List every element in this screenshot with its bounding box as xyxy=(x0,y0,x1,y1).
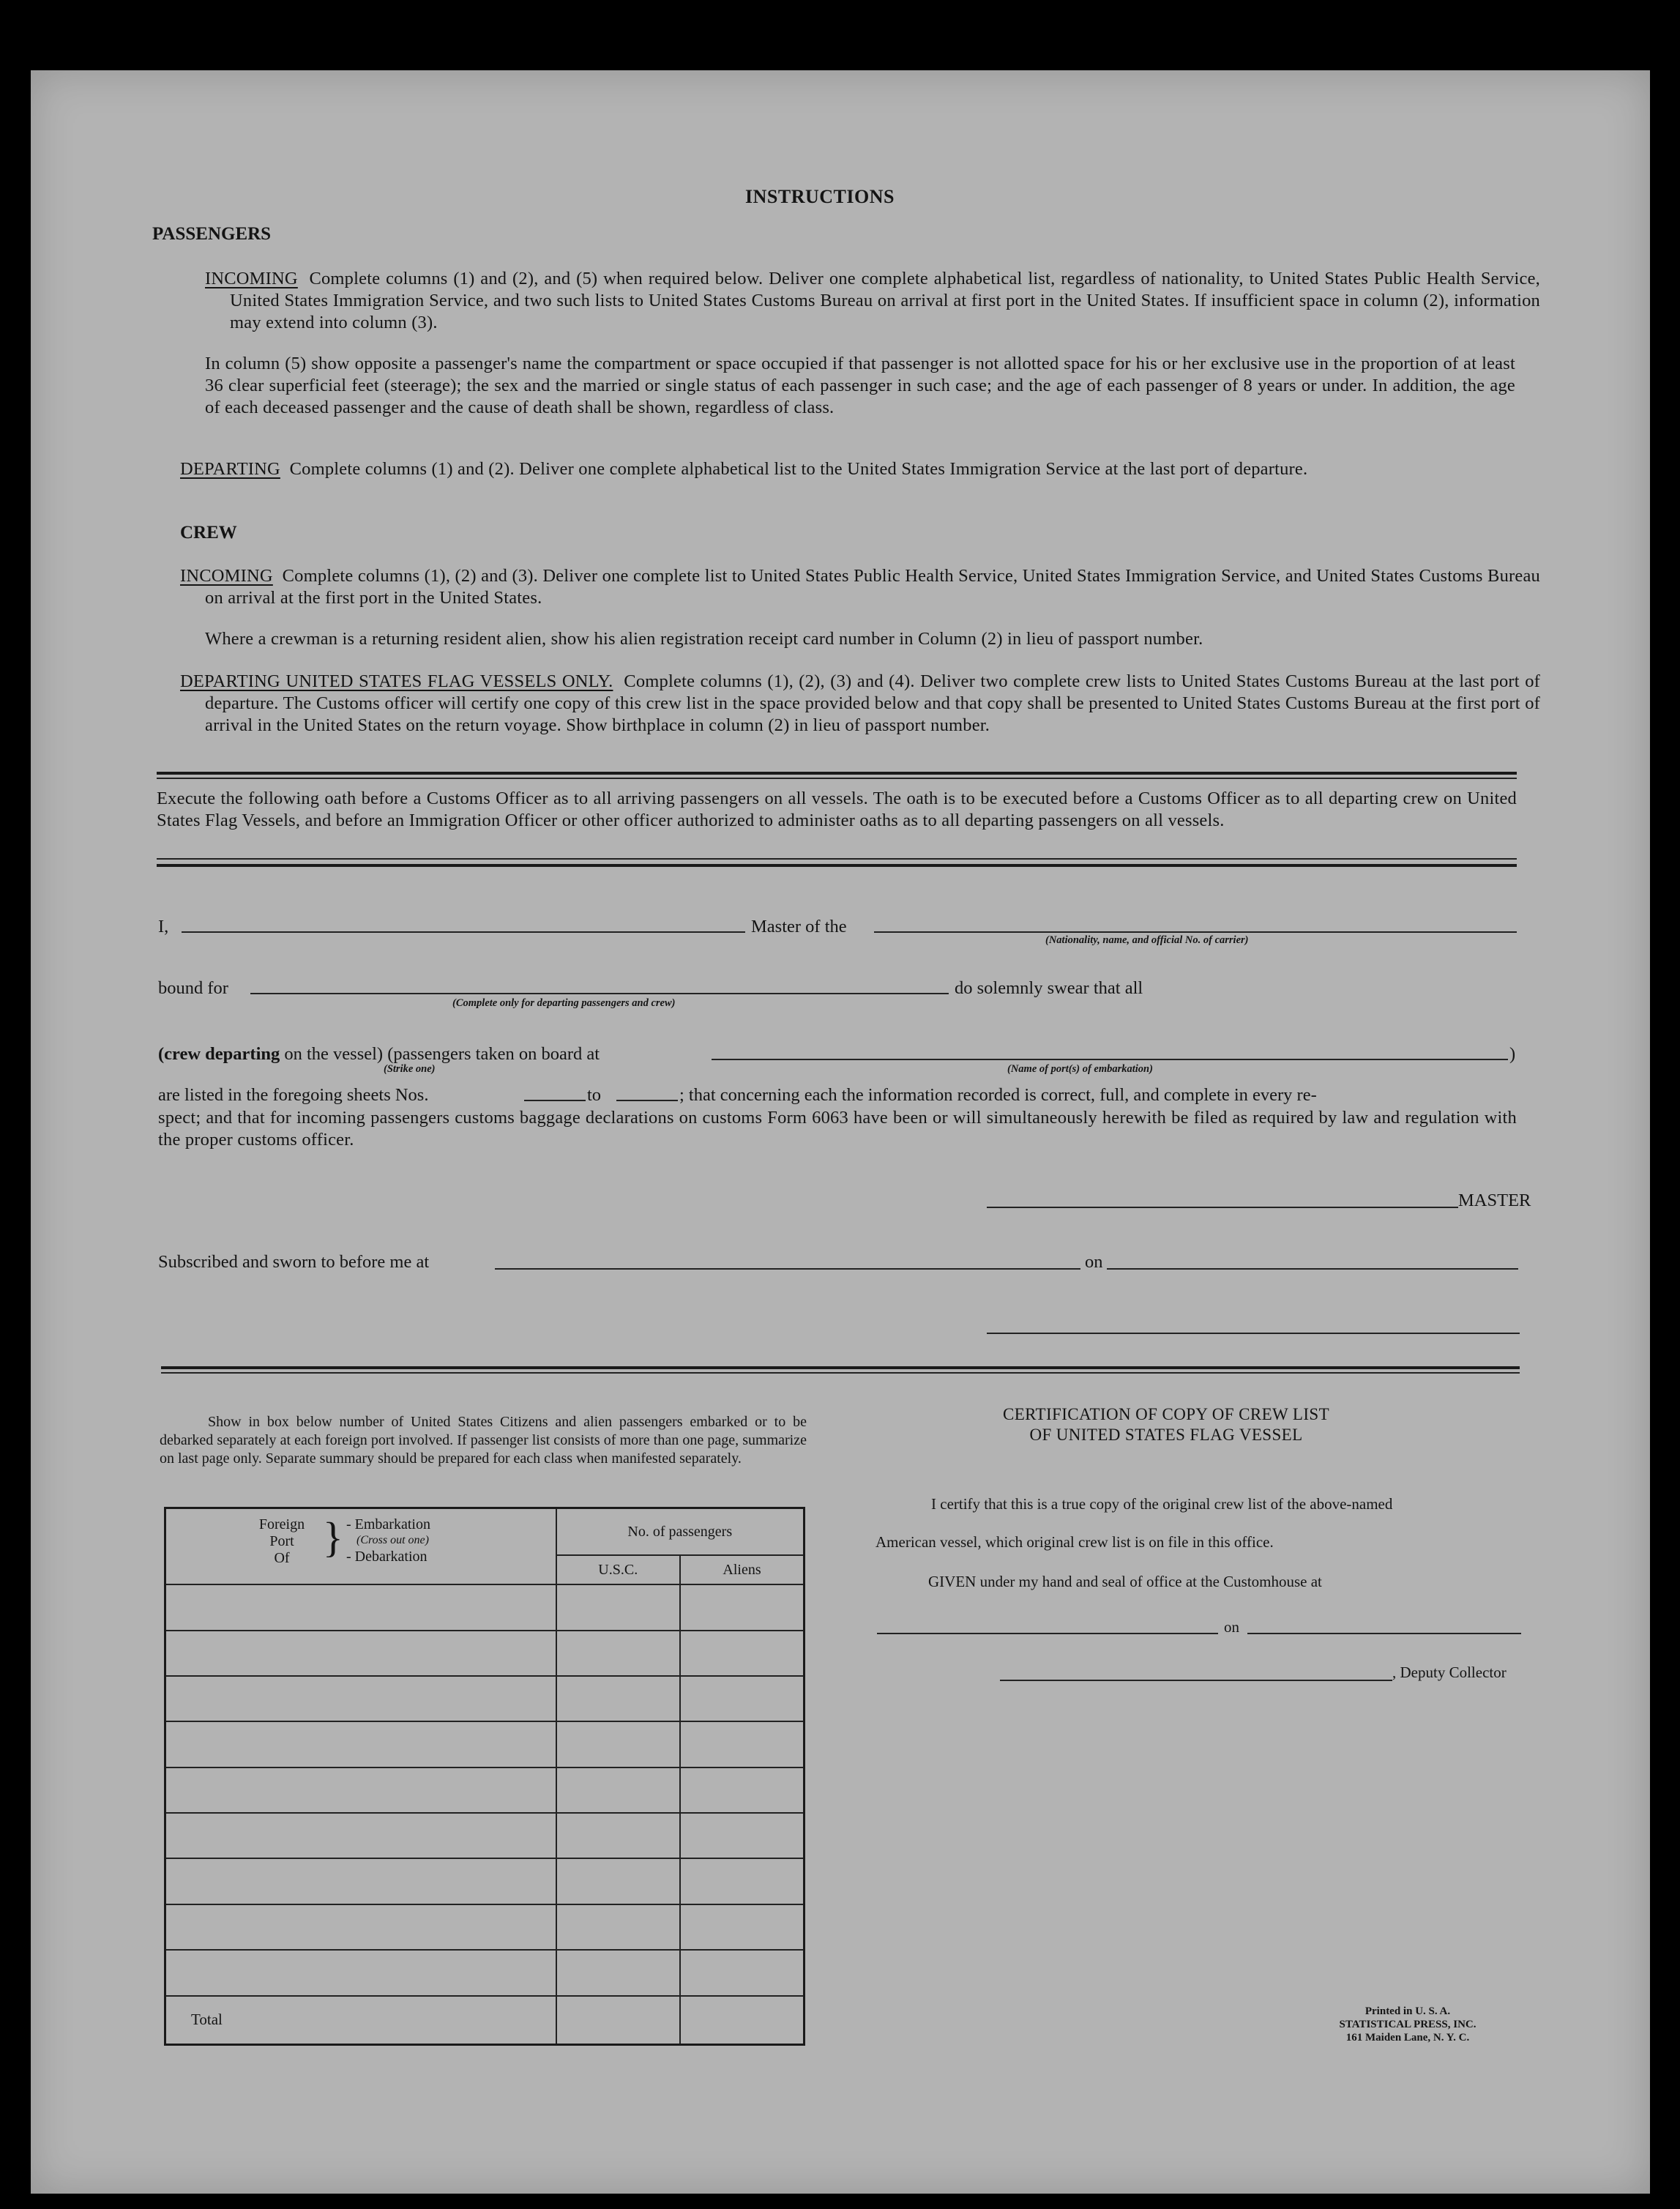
oath-intro: Execute the following oath before a Customs Officer as to all arriving passengers on all vessels. The oath is to be executed before a Customs Officer as to all departing crew on United States Flag Vessels, and before an Immigration Officer or other officer authorized to administer oaths as to all departing passengers on all vessels. xyxy=(157,789,1517,830)
printer-line3: 161 Maiden Lane, N. Y. C. xyxy=(1345,2032,1470,2044)
passengers-heading: PASSENGERS xyxy=(152,224,272,244)
port-cell[interactable] xyxy=(165,1676,556,1721)
crew-departing-paragraph xyxy=(180,671,1540,737)
of-label: Of xyxy=(274,1550,290,1566)
divider xyxy=(157,858,1517,860)
crew-incoming-text: Complete columns (1), (2) and (3). Deliver one complete list to United States Public Health Service, United States Immigration Service, and United States Customs Bureau on arrival at the first port in the United States. xyxy=(205,566,1540,608)
aliens-cell[interactable] xyxy=(680,1767,804,1813)
port-cell[interactable] xyxy=(165,1584,556,1630)
ports-caption: (Name of port(s) of embarkation) xyxy=(1007,1063,1153,1075)
aliens-cell[interactable] xyxy=(680,1813,804,1858)
instructions-title: INSTRUCTIONS xyxy=(745,186,895,207)
crew-heading: CREW xyxy=(180,523,237,543)
divider xyxy=(157,864,1517,867)
total-row xyxy=(165,1996,804,2045)
port-cell[interactable] xyxy=(165,1858,556,1904)
printer-line2: STATISTICAL PRESS, INC. xyxy=(1339,2019,1476,2030)
passengers-departing-label: DEPARTING xyxy=(180,459,280,479)
usc-cell[interactable] xyxy=(556,1767,681,1813)
aliens-cell[interactable] xyxy=(680,1721,804,1767)
sworn-date-field[interactable] xyxy=(1107,1268,1518,1270)
crew-departing-option[interactable]: (crew departing xyxy=(158,1044,280,1064)
total-aliens-cell[interactable] xyxy=(680,1996,804,2045)
table-row xyxy=(165,1813,804,1858)
officer-signature-field[interactable] xyxy=(987,1333,1520,1334)
sheets-paragraph: spect; and that for incoming passengers customs baggage declarations on customs Form 6063 have been or will simultaneously herewith be filed as required by law and regulation with the proper customs officer. xyxy=(158,1108,1517,1150)
cross-out-caption: (Cross out one) xyxy=(356,1534,429,1546)
total-usc-cell[interactable] xyxy=(556,1996,681,2045)
debarkation-option[interactable]: - Debarkation xyxy=(346,1549,428,1565)
table-row xyxy=(165,1858,804,1904)
table-row xyxy=(165,1950,804,1995)
summary-note: Show in box below number of United States Citizens and alien passengers embarked or to be debarked separately at each foreign port involved. If passenger list consists of more than one page, summarize on last page only. Separate summary should be prepared for each class when manifested separately. xyxy=(160,1414,807,1467)
table-row xyxy=(165,1767,804,1813)
crew-departing-label: DEPARTING UNITED STATES FLAG VESSELS ONLY. xyxy=(180,671,613,691)
oath-i-label: I, xyxy=(158,917,169,936)
usc-cell[interactable] xyxy=(556,1950,681,1995)
sheets-to-label: to xyxy=(587,1085,602,1105)
crew-passenger-line xyxy=(158,1044,600,1065)
sworn-place-field[interactable] xyxy=(495,1268,1080,1270)
bound-for-field[interactable] xyxy=(250,993,949,994)
aliens-header: Aliens xyxy=(680,1555,804,1584)
column5-paragraph: In column (5) show opposite a passenger's name the compartment or space occupied if that passenger is not allotted space for his or her exclusive use in the proportion of at least 36 clear superficial feet (steerage); the sex and the married or single status of each passenger in such case; and the age of each passenger of 8 years or under. In addition, the age of each deceased passenger and the cause of death shall be shown, regardless of class. xyxy=(205,354,1515,417)
port-label: Port xyxy=(269,1533,294,1549)
crew-incoming-label: INCOMING xyxy=(180,566,273,586)
usc-cell[interactable] xyxy=(556,1631,681,1676)
carrier-caption: (Nationality, name, and official No. of carrier) xyxy=(1045,934,1249,946)
usc-cell[interactable] xyxy=(556,1858,681,1904)
customhouse-field[interactable] xyxy=(877,1633,1218,1634)
port-cell[interactable] xyxy=(165,1767,556,1813)
sheets-label: are listed in the foregoing sheets Nos. xyxy=(158,1085,429,1105)
sworn-on-label: on xyxy=(1085,1252,1103,1272)
port-cell[interactable] xyxy=(165,1904,556,1950)
sheet-to-field[interactable] xyxy=(616,1100,678,1101)
printer-line1: Printed in U. S. A. xyxy=(1364,2005,1451,2017)
passengers-incoming-paragraph xyxy=(205,268,1540,334)
close-paren: ) xyxy=(1509,1044,1516,1064)
passengers-taken-option[interactable]: (passengers taken on board at xyxy=(387,1044,600,1064)
certify-text: I certify that this is a true copy of the original crew list of the above-named xyxy=(931,1495,1393,1513)
brace-icon: } xyxy=(323,1513,343,1561)
master-label: MASTER xyxy=(1458,1191,1531,1210)
port-cell[interactable] xyxy=(165,1721,556,1767)
carrier-field[interactable] xyxy=(874,931,1517,933)
usc-header: U.S.C. xyxy=(556,1555,681,1584)
given-text: GIVEN under my hand and seal of office at the Customhouse at xyxy=(928,1573,1322,1590)
table-row xyxy=(165,1904,804,1950)
master-signature-field[interactable] xyxy=(987,1207,1458,1208)
master-name-field[interactable] xyxy=(182,931,745,933)
certification-date-field[interactable] xyxy=(1247,1633,1521,1634)
divider xyxy=(157,778,1517,779)
american-vessel-text: American vessel, which original crew list is on file in this office. xyxy=(876,1533,1274,1551)
solemnly-swear-text: do solemnly swear that all xyxy=(955,978,1143,998)
aliens-cell[interactable] xyxy=(680,1858,804,1904)
form-sheet xyxy=(31,70,1650,2194)
no-passengers-header: No. of passengers xyxy=(556,1508,804,1556)
certification-title-line2: OF UNITED STATES FLAG VESSEL xyxy=(1029,1426,1303,1444)
sheets-continuation: ; that concerning each the information recorded is correct, full, and complete in every re- xyxy=(679,1085,1317,1105)
certification-title-line1: CERTIFICATION OF COPY OF CREW LIST xyxy=(1002,1405,1330,1423)
table-row xyxy=(165,1721,804,1767)
deputy-signature-field[interactable] xyxy=(1000,1680,1392,1681)
usc-cell[interactable] xyxy=(556,1584,681,1630)
usc-cell[interactable] xyxy=(556,1676,681,1721)
certification-on-label: on xyxy=(1224,1618,1239,1636)
foreign-label: Foreign xyxy=(258,1516,305,1532)
subscribed-label: Subscribed and sworn to before me at xyxy=(158,1252,430,1272)
master-of-the-label: Master of the xyxy=(751,917,847,936)
certification-title xyxy=(899,1404,1433,1445)
embarkation-port-field[interactable] xyxy=(712,1059,1508,1060)
usc-cell[interactable] xyxy=(556,1904,681,1950)
passengers-departing-paragraph xyxy=(180,458,1540,480)
crew-alien-paragraph: Where a crewman is a returning resident alien, show his alien registration receipt card number in Column (2) in lieu of passport number. xyxy=(205,629,1203,649)
passengers-incoming-text: Complete columns (1) and (2), and (5) when required below. Deliver one complete alphabetical list, regardless of nationality, to United States Public Health Service, United States Immigration Service, and two such lists to United States Customs Bureau on arrival at first port in the United States. If insufficient space in column (2), information may extend into column (3). xyxy=(230,269,1541,332)
passengers-incoming-label: INCOMING xyxy=(205,269,298,288)
table-row xyxy=(165,1584,804,1630)
table-row xyxy=(165,1631,804,1676)
passengers-departing-text: Complete columns (1) and (2). Deliver one complete alphabetical list to the United States Immigration Service at the last port of departure. xyxy=(289,459,1308,479)
port-cell[interactable] xyxy=(165,1813,556,1858)
strike-one-caption: (Strike one) xyxy=(384,1063,436,1075)
divider xyxy=(157,772,1517,775)
sheet-from-field[interactable] xyxy=(524,1100,586,1101)
aliens-cell[interactable] xyxy=(680,1676,804,1721)
printer-imprint xyxy=(1287,2005,1528,2044)
on-the-vessel-text: on the vessel) xyxy=(284,1044,384,1064)
crew-incoming-paragraph xyxy=(180,565,1540,609)
table-row xyxy=(165,1676,804,1721)
usc-cell[interactable] xyxy=(556,1721,681,1767)
embarkation-option[interactable]: - Embarkation xyxy=(346,1516,430,1532)
aliens-cell[interactable] xyxy=(680,1904,804,1950)
usc-cell[interactable] xyxy=(556,1813,681,1858)
crew-departing-text: Complete columns (1), (2), (3) and (4). Deliver two complete crew lists to United States Customs Bureau at the last port of departure. The Customs officer will certify one copy of this crew list in the space provided below and that copy shall be presented to United States Customs Bureau at the first port of arrival in the United States on the return voyage. Show birthplace in column (2) in lieu of passport number. xyxy=(205,671,1541,735)
bound-for-label: bound for xyxy=(158,978,228,998)
deputy-collector-label: , Deputy Collector xyxy=(1392,1664,1507,1681)
passenger-summary-table xyxy=(164,1507,805,2046)
aliens-cell[interactable] xyxy=(680,1584,804,1630)
port-cell[interactable] xyxy=(165,1631,556,1676)
port-header-cell xyxy=(165,1508,556,1585)
aliens-cell[interactable] xyxy=(680,1631,804,1676)
total-label: Total xyxy=(165,1996,556,2045)
aliens-cell[interactable] xyxy=(680,1950,804,1995)
divider xyxy=(161,1372,1520,1374)
bound-for-caption: (Complete only for departing passengers and crew) xyxy=(452,997,676,1009)
port-cell[interactable] xyxy=(165,1950,556,1995)
divider xyxy=(161,1366,1520,1369)
